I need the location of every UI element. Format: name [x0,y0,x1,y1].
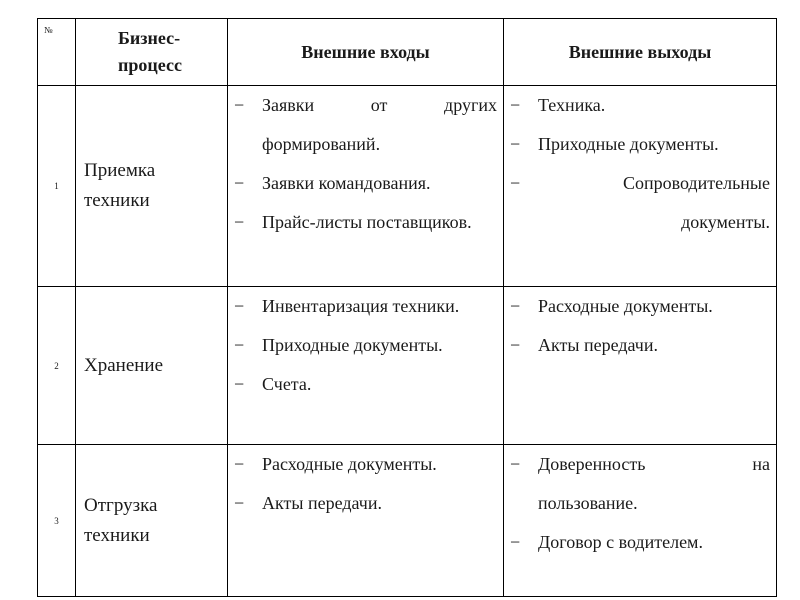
header-outputs: Внешние выходы [504,19,777,86]
list-item: − Акты передачи. [510,335,658,355]
table-row [38,445,777,597]
row-process: Отгрузка техники [76,445,228,597]
header-inputs: Внешние входы [228,19,504,86]
list-item: − Расходные документы. [510,296,713,316]
list-item: − Заявки от других формирований. [234,95,497,154]
list-item: − Счета. [234,374,312,394]
list-item: − Приходные документы. [510,134,719,154]
list-item: − Приходные документы. [234,335,443,355]
header-process: Бизнес- процесс [76,19,228,86]
row-number: 1 [38,86,76,287]
list-item: − Инвентаризация техники. [234,296,460,316]
list-item: − Расходные документы. [234,454,437,474]
row-outputs [504,445,777,597]
header-number: № [38,19,76,86]
header-row [38,19,777,86]
list-item: − Прайс-листы поставщиков. [234,212,472,232]
row-inputs [228,287,504,445]
row-process: Хранение [76,287,228,445]
row-outputs [504,287,777,445]
row-number: 3 [38,445,76,597]
row-inputs [228,445,504,597]
table-row [38,287,777,445]
list-item: − Заявки командования. [234,173,431,193]
list-item: − Сопроводительные документы. [510,173,770,232]
list-item: − Акты передачи. [234,493,382,513]
row-number: 2 [38,287,76,445]
list-item: − Техника. [510,95,606,115]
row-outputs [504,86,777,287]
list-item: − Договор с водителем. [510,532,703,552]
row-inputs [228,86,504,287]
business-process-table [37,18,777,597]
list-item: − Доверенность на пользование. [510,454,770,513]
row-process: Приемка техники [76,86,228,287]
table-row [38,86,777,287]
